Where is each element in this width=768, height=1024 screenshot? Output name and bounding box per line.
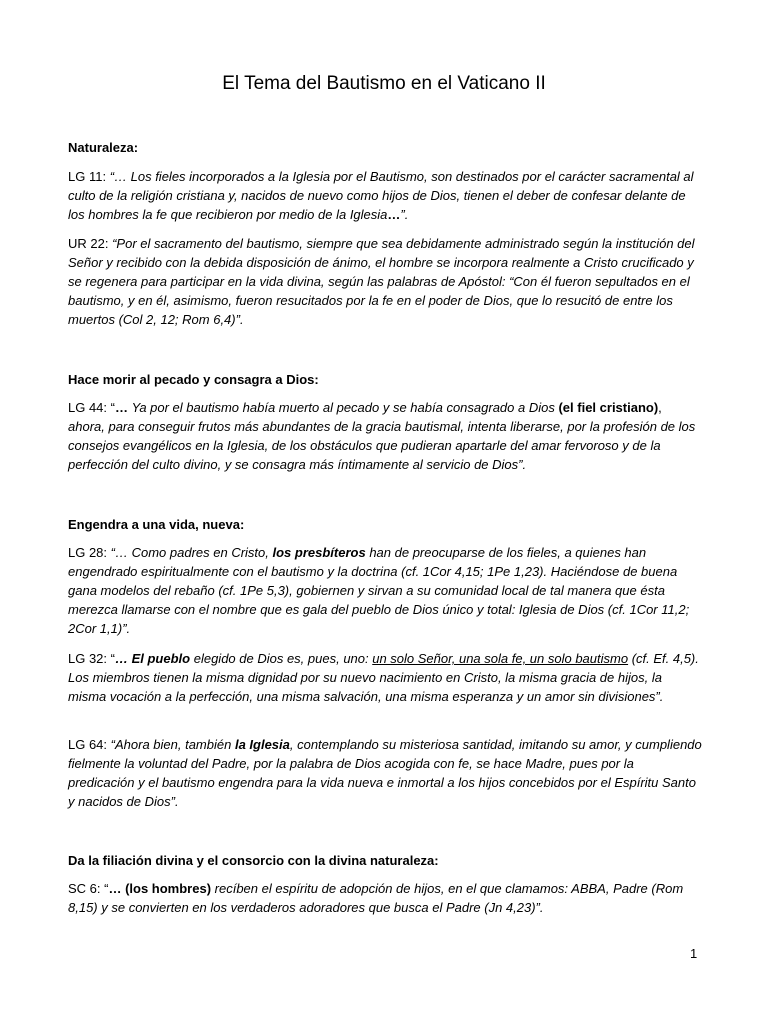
section-heading-naturaleza: Naturaleza:: [68, 140, 139, 155]
section-heading-engendra: Engendra a una vida, nueva:: [68, 517, 245, 532]
paragraph-text-segment: los presbíteros: [272, 545, 366, 560]
paragraph-reference: LG 32:: [68, 651, 108, 666]
paragraph-text-segment: elegido de Dios es, pues, uno:: [190, 651, 373, 666]
paragraph-reference: UR 22:: [68, 236, 109, 251]
document-title: El Tema del Bautismo en el Vaticano II: [222, 73, 546, 94]
paragraph-text-segment: “Por el sacramento del bautismo, siempre que sea debidamente administrado según la institución del Señor y recibido con la debida disposición de ánimo, el hombre se incorpora realmente a Cristo crucificado y se regenera para participar en la vida divina, según las palabras de Apóstol: “Con él fueron sepultados en el bautismo, y en él, asimismo, fueron resucitados por la fe en el poder de Dios, que lo resucitó de entre los muertos (Col 2, 12; Rom 6,4)”.: [68, 236, 695, 327]
paragraph-lg-32: [68, 649, 702, 706]
paragraph-reference: LG 64:: [68, 737, 108, 752]
paragraph-text-segment: …: [387, 207, 401, 222]
paragraph-text-segment: “Ahora bien, también: [110, 737, 235, 752]
paragraph-text-segment: “: [107, 400, 115, 415]
paragraph-sc-6: [68, 879, 702, 917]
paragraph-text-segment: han de preocuparse de los fieles, a quienes han engendrado espiritualmente con el bautismo y la doctrina (cf. 1Cor 4,15; 1Pe 1,23). Haciéndose de buena gana modelos del rebaño (cf. 1Pe 5,3), gobiernen y sirvan a su comunidad local de tal manera que ésta merezca llamarse con el nombre que es gala del pueblo de Dios único y total: Iglesia de Dios (cf. 1Cor 11,2; 2Cor 1,1)”.: [68, 545, 690, 636]
paragraph-text-segment: (el fiel cristiano): [554, 400, 659, 415]
paragraph-reference: SC 6:: [68, 881, 101, 896]
paragraph-text-segment: ,: [658, 400, 662, 415]
paragraph-text-segment: … (los hombres): [108, 881, 212, 896]
paragraph-text-segment: “… Como padres en Cristo,: [110, 545, 273, 560]
paragraph-lg-11: [68, 167, 702, 224]
paragraph-reference: LG 11:: [68, 169, 107, 184]
paragraph-text-segment: ahora, para conseguir frutos más abundantes de la gracia bautismal, intenta liberarse, por la profesión de los consejos evangélicos en la Iglesia, de los obstáculos que pudieran apartarle del amar fervoroso y de la perfección del culto divino, y se consagra más íntimamente al servicio de Dios”.: [68, 419, 696, 472]
paragraph-reference: LG 44:: [68, 400, 108, 415]
paragraph-text-segment: la Iglesia: [234, 737, 290, 752]
paragraph-reference: LG 28:: [68, 545, 108, 560]
paragraph-lg-28: [68, 543, 702, 638]
paragraph-text-segment: recíben el espíritu de adopción de hijos, en el que clamamos:: [211, 881, 572, 896]
paragraph-text-segment: “… Los fieles incorporados a la Iglesia por el Bautismo, son destinados por el carácter sacramental al culto de la religión cristiana y, nacidos de nuevo como hijos de Dios, tienen el deber de confesar delante de los hombres la fe que recibieron por medio de la Iglesia: [68, 169, 694, 222]
paragraph-text-segment: ABBA, Padre (Rom 8,15) y se convierten en los verdaderos adoradores que busca el Padre (Jn 4,23)”.: [68, 881, 684, 915]
section-heading-hace-morir: Hace morir al pecado y consagra a Dios:: [68, 372, 319, 387]
page-number: 1: [690, 946, 698, 961]
paragraph-lg-44: [68, 398, 702, 474]
paragraph-text-segment: …: [114, 400, 132, 415]
section-heading-filiacion: Da la filiación divina y el consorcio con la divina naturaleza:: [68, 853, 439, 868]
paragraph-text-segment: Ya por el bautismo había muerto al pecado y se había consagrado a Dios: [131, 400, 555, 415]
paragraph-ur-22: [68, 234, 702, 329]
paragraph-text-segment: un solo Señor, una sola fe, un solo bautismo: [372, 651, 629, 666]
paragraph-text-segment: “: [100, 881, 109, 896]
paragraph-text-segment: “: [107, 651, 115, 666]
paragraph-text-segment: (cf. Ef. 4,5). Los miembros tienen la misma dignidad por su nuevo nacimiento en Cristo, la misma gracia de hijos, la misma vocación a la perfección, una misma salvación, una misma esperanza y un amor sin divisiones”.: [68, 651, 699, 704]
paragraph-text-segment: … El pueblo: [114, 651, 191, 666]
paragraph-text-segment: ”.: [400, 207, 409, 222]
paragraph-text-segment: , contemplando su misteriosa santidad, imitando su amor, y cumpliendo fielmente la voluntad del Padre, por la palabra de Dios acogida con fe, se hace Madre, pues por la predicación y el bautismo engendra para la vida nueva e inmortal a los hijos concebidos por el Espíritu Santo y nacidos de Dios”.: [68, 737, 702, 809]
paragraph-lg-64: [68, 735, 702, 811]
